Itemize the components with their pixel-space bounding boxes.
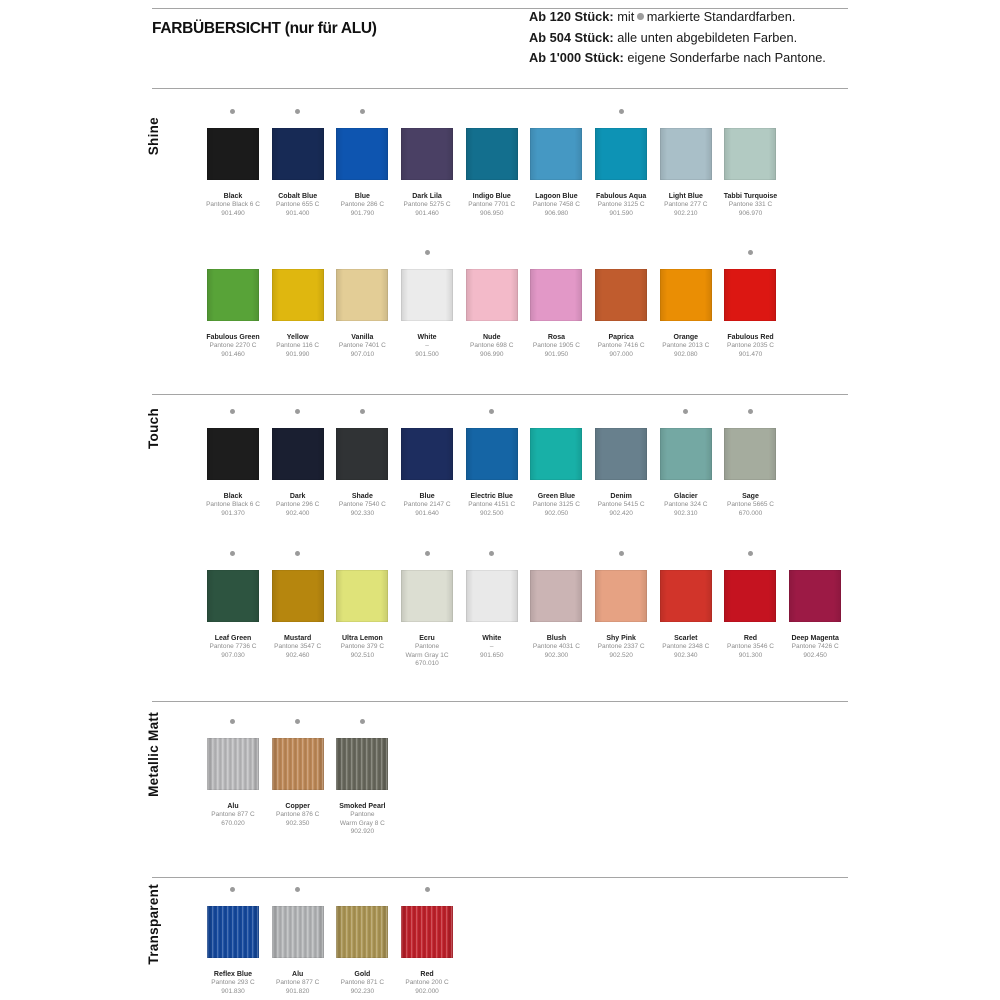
color-swatch-cell — [201, 409, 266, 518]
color-swatch — [401, 428, 453, 480]
color-swatch-cell — [653, 551, 718, 669]
color-code: 906.990 — [479, 350, 504, 358]
color-pantone: Pantone 7426 C — [791, 643, 839, 650]
standard-color-dot — [748, 409, 753, 414]
color-code: 901.590 — [609, 209, 633, 217]
color-swatch-cell — [589, 551, 654, 669]
standard-color-dot — [748, 551, 753, 556]
legend-line-1000-bold: Ab 1'000 Stück: — [529, 50, 624, 65]
color-name: Shade — [351, 493, 373, 500]
color-code: 901.650 — [479, 651, 504, 659]
color-code: 907.030 — [221, 651, 245, 659]
standard-color-dot — [489, 551, 494, 556]
color-swatch — [272, 906, 324, 958]
color-code: 901.950 — [544, 350, 569, 358]
color-name: Glacier — [673, 493, 698, 500]
color-pantone: Pantone 877 C — [275, 979, 320, 986]
color-pantone: Pantone 3546 C — [726, 643, 774, 650]
color-code: 902.230 — [350, 987, 375, 995]
color-swatch-cell — [653, 409, 718, 518]
color-code: 906.950 — [479, 209, 504, 217]
standard-color-dot — [230, 551, 235, 556]
color-swatch — [207, 570, 259, 622]
color-pantone: Pantone 2348 C — [662, 643, 710, 650]
standard-color-dot — [295, 409, 300, 414]
color-name: Deep Magenta — [791, 635, 839, 642]
color-name: Blue — [354, 193, 370, 200]
color-swatch — [466, 269, 518, 321]
color-name: Black — [223, 493, 243, 500]
color-swatch-cell — [524, 409, 589, 518]
color-swatch-cell — [330, 109, 395, 218]
color-pantone: – — [425, 342, 429, 349]
standard-color-dot — [230, 409, 235, 414]
color-swatch-cell — [459, 250, 524, 359]
color-pantone: Pantone 277 C — [664, 201, 708, 208]
color-swatch — [272, 128, 324, 180]
standard-color-dot — [619, 109, 624, 114]
color-swatch-cell — [330, 719, 395, 837]
color-pantone: Pantone 2013 C — [662, 342, 710, 349]
color-code: 902.340 — [674, 651, 698, 659]
color-swatch — [336, 570, 388, 622]
color-swatch — [207, 738, 259, 790]
color-swatch-cell — [395, 551, 460, 669]
color-swatch — [724, 428, 776, 480]
color-swatch-cell — [589, 250, 654, 359]
color-name: Orange — [673, 334, 699, 341]
color-name: Sage — [742, 493, 759, 500]
color-code: 902.500 — [479, 509, 504, 517]
color-pantone: Pantone 3125 C — [597, 201, 645, 208]
standard-color-dot — [425, 250, 430, 255]
section-transparent — [146, 877, 848, 1000]
color-swatch-cell — [524, 250, 589, 359]
color-pantone: Pantone 200 C — [405, 979, 449, 986]
color-code: 902.420 — [609, 509, 633, 517]
color-pantone: Pantone 331 C — [728, 201, 773, 208]
swatch-row — [201, 409, 783, 518]
legend-line-120-pre: mit — [617, 9, 635, 24]
color-pantone: Pantone 1905 C — [532, 342, 580, 349]
color-name: Tabbi Turquoise — [723, 193, 778, 200]
color-pantone: Pantone 871 C — [340, 979, 385, 986]
section-shine — [146, 88, 848, 395]
standard-color-dot — [425, 551, 430, 556]
color-code: 902.330 — [350, 509, 375, 517]
color-pantone: Pantone 5275 C — [403, 201, 451, 208]
color-name: Black — [223, 193, 243, 200]
color-pantone: Pantone 3547 C — [274, 643, 322, 650]
color-swatch-cell — [330, 409, 395, 518]
color-swatch-cell — [718, 551, 783, 669]
color-name: White — [417, 334, 437, 341]
color-code: 906.980 — [544, 209, 569, 217]
color-swatch — [401, 906, 453, 958]
color-pantone: Pantone 7701 C — [468, 201, 516, 208]
color-swatch — [272, 428, 324, 480]
color-code: 901.990 — [285, 350, 310, 358]
color-code: 901.490 — [221, 209, 245, 217]
color-pantone: Pantone 7736 C — [209, 643, 257, 650]
color-swatch-cell — [718, 250, 783, 359]
color-pantone: Pantone Black 6 C — [206, 201, 260, 208]
swatch-row — [201, 719, 395, 837]
color-name: Red — [743, 635, 758, 642]
color-pantone: Pantone 2337 C — [597, 643, 645, 650]
color-swatch-cell — [330, 551, 395, 669]
color-name: Lagoon Blue — [535, 193, 578, 200]
color-name: Fabulous Aqua — [595, 193, 647, 200]
color-swatch-cell — [395, 250, 460, 359]
color-swatch — [466, 428, 518, 480]
color-swatch-cell — [718, 409, 783, 518]
color-code: 901.400 — [285, 209, 310, 217]
color-name: Blush — [546, 635, 567, 642]
color-code: 670.010 — [415, 660, 439, 667]
section-label-shine: Shine — [146, 117, 161, 156]
color-swatch — [336, 269, 388, 321]
color-swatch-cell — [201, 719, 266, 837]
color-swatch-cell — [653, 109, 718, 218]
standard-color-dot-icon — [637, 13, 644, 20]
standard-color-dot — [295, 109, 300, 114]
color-code: 902.920 — [350, 828, 375, 835]
color-swatch-cell — [653, 250, 718, 359]
color-code: 902.450 — [803, 651, 827, 659]
color-pantone: Pantone 324 C — [664, 501, 708, 508]
color-swatch — [660, 570, 712, 622]
color-code: 901.460 — [415, 209, 439, 217]
color-code: 901.500 — [415, 350, 439, 358]
color-swatch — [595, 570, 647, 622]
legend-line-1000 — [529, 48, 826, 69]
standard-color-dot — [230, 109, 235, 114]
color-pantone: Pantone 7401 C — [338, 342, 386, 349]
color-code: 902.050 — [544, 509, 569, 517]
color-swatch — [401, 570, 453, 622]
color-swatch-cell — [395, 887, 460, 996]
color-swatch-cell — [330, 250, 395, 359]
color-swatch-cell — [783, 551, 848, 669]
color-code: 901.300 — [738, 651, 763, 659]
color-swatch — [530, 570, 582, 622]
color-swatch-cell — [201, 551, 266, 669]
color-code: 902.310 — [674, 509, 698, 517]
color-pantone: – — [489, 643, 494, 650]
color-pantone: Pantone 2270 C — [209, 342, 257, 349]
color-name: Mustard — [284, 635, 312, 642]
color-name: Alu — [227, 803, 239, 810]
legend-line-504-bold: Ab 504 Stück: — [529, 29, 614, 45]
color-swatch-cell — [265, 409, 330, 518]
section-label-metallic-matt: Metallic Matt — [146, 712, 161, 797]
standard-color-dot — [683, 409, 688, 414]
color-swatch-cell — [201, 109, 266, 218]
standard-color-dot — [295, 551, 300, 556]
color-swatch — [336, 128, 388, 180]
color-swatch — [595, 269, 647, 321]
color-pantone: Pantone 655 C — [275, 201, 320, 208]
color-code: 902.210 — [674, 209, 698, 217]
color-swatch-cell — [718, 109, 783, 218]
color-swatch-cell — [265, 719, 330, 837]
section-label-transparent: Transparent — [146, 884, 161, 965]
color-pantone: Pantone 7540 C — [338, 501, 386, 508]
color-swatch — [724, 269, 776, 321]
standard-color-dot — [230, 887, 235, 892]
color-swatch-cell — [265, 250, 330, 359]
color-name: Indigo Blue — [472, 193, 511, 200]
color-pantone: Pantone 296 C — [275, 501, 320, 508]
color-swatch — [789, 570, 841, 622]
color-code: 906.970 — [738, 209, 763, 217]
color-swatch-cell — [459, 551, 524, 669]
color-pantone: Pantone — [414, 643, 440, 650]
color-name: Green Blue — [537, 493, 576, 500]
color-name: Light Blue — [668, 193, 703, 200]
color-swatch — [595, 128, 647, 180]
color-swatch-cell — [589, 109, 654, 218]
color-code: 902.520 — [609, 651, 633, 659]
page-title: FARBÜBERSICHT (nur für ALU) — [152, 20, 377, 37]
color-name: Blue — [419, 493, 435, 500]
color-swatch — [401, 128, 453, 180]
color-name: Nude — [482, 334, 501, 341]
color-swatch — [336, 906, 388, 958]
legend-line-120 — [529, 7, 826, 28]
color-name: Yellow — [286, 334, 309, 341]
color-swatch — [336, 428, 388, 480]
legend-line-1000-text: eigene Sonderfarbe nach Pantone. — [627, 50, 826, 65]
color-name: Smoked Pearl — [339, 803, 386, 810]
color-swatch-cell — [459, 109, 524, 218]
color-pantone: Pantone — [350, 811, 375, 818]
color-swatch — [336, 738, 388, 790]
color-swatch — [595, 428, 647, 480]
color-swatch-cell — [201, 250, 266, 359]
color-swatch — [660, 269, 712, 321]
section-label-touch: Touch — [146, 408, 161, 449]
color-swatch — [207, 128, 259, 180]
color-swatch — [207, 906, 259, 958]
color-code: 901.640 — [415, 509, 439, 517]
color-code: 907.000 — [609, 350, 633, 358]
standard-color-dot — [619, 551, 624, 556]
color-swatch — [207, 428, 259, 480]
color-swatch-cell — [459, 409, 524, 518]
color-pantone: Pantone 293 C — [211, 979, 255, 986]
color-name: Dark Lila — [412, 193, 442, 200]
standard-color-dot — [360, 109, 365, 114]
color-swatch-cell — [265, 551, 330, 669]
color-swatch — [530, 128, 582, 180]
legend-line-504 — [529, 28, 826, 49]
color-code: 901.820 — [285, 987, 310, 995]
standard-color-dot — [748, 250, 753, 255]
color-swatch — [272, 570, 324, 622]
color-swatch-cell — [395, 409, 460, 518]
color-name: Leaf Green — [214, 635, 252, 642]
color-name: Gold — [354, 971, 371, 978]
swatch-row — [201, 250, 783, 359]
color-code: 902.400 — [285, 509, 310, 517]
color-name: Alu — [292, 971, 304, 978]
color-swatch-cell — [589, 409, 654, 518]
color-swatch — [724, 570, 776, 622]
color-code: 670.020 — [221, 819, 245, 827]
minimum-quantity-legend — [529, 7, 826, 69]
color-name: Electric Blue — [470, 493, 513, 500]
legend-line-504-text: alle unten abgebildeten Farben. — [617, 29, 798, 45]
color-name: Red — [420, 971, 434, 978]
color-pantone: Pantone 5415 C — [597, 501, 645, 508]
color-swatch — [466, 570, 518, 622]
standard-color-dot — [360, 719, 365, 724]
color-code: 907.010 — [350, 350, 375, 358]
color-code: 902.460 — [285, 651, 310, 659]
swatch-row — [201, 887, 460, 996]
color-name: Fabulous Green — [206, 334, 260, 341]
standard-color-dot — [360, 409, 365, 414]
color-pantone: Pantone 2147 C — [403, 501, 451, 508]
color-swatch — [530, 269, 582, 321]
color-name: Ultra Lemon — [341, 635, 383, 642]
color-swatch-cell — [265, 109, 330, 218]
color-pantone-line2: Warm Gray 1C — [405, 651, 449, 659]
color-name: Shy Pink — [606, 635, 636, 642]
color-code: 901.470 — [738, 350, 763, 358]
color-name: Copper — [285, 803, 310, 810]
color-pantone: Pantone 286 C — [340, 201, 385, 208]
color-name: Ecru — [419, 635, 435, 642]
color-name: White — [482, 635, 502, 642]
standard-color-dot — [230, 719, 235, 724]
color-code: 902.080 — [674, 350, 698, 358]
color-name: Paprica — [608, 334, 634, 341]
swatch-row — [201, 109, 783, 218]
color-swatch — [272, 738, 324, 790]
color-swatch — [401, 269, 453, 321]
color-code: 901.460 — [221, 350, 245, 358]
color-pantone: Pantone 116 C — [276, 342, 320, 349]
standard-color-dot — [295, 719, 300, 724]
color-swatch — [724, 128, 776, 180]
color-swatch — [660, 128, 712, 180]
color-code: 901.830 — [221, 987, 245, 995]
color-swatch — [466, 128, 518, 180]
color-swatch-cell — [201, 887, 266, 996]
color-pantone: Pantone 7416 C — [597, 342, 645, 349]
legend-line-120-post: markierte Standardfarben. — [646, 9, 796, 24]
color-code: 902.000 — [415, 987, 439, 995]
color-swatch-cell — [524, 551, 589, 669]
color-pantone: Pantone Black 6 C — [206, 501, 260, 508]
section-metallic-matt — [146, 701, 848, 878]
color-swatch — [272, 269, 324, 321]
legend-line-120-bold: Ab 120 Stück: — [529, 9, 614, 24]
color-name: Cobalt Blue — [278, 193, 318, 200]
color-swatch-cell — [330, 887, 395, 996]
color-pantone: Pantone 876 C — [275, 811, 320, 818]
color-name: Fabulous Red — [727, 334, 774, 341]
color-code: 670.000 — [738, 509, 763, 517]
color-pantone: Pantone 4031 C — [532, 643, 580, 650]
color-code: 902.510 — [350, 651, 375, 659]
color-pantone: Pantone 4151 C — [468, 501, 516, 508]
color-code: 901.370 — [221, 509, 245, 517]
color-name: Dark — [289, 493, 306, 500]
color-name: Reflex Blue — [213, 971, 253, 978]
color-name: Scarlet — [674, 635, 698, 642]
color-pantone-line2: Warm Gray 8 C — [339, 819, 385, 827]
standard-color-dot — [489, 409, 494, 414]
color-pantone: Pantone 5665 C — [726, 501, 774, 508]
color-name: Vanilla — [351, 334, 374, 341]
color-swatch — [207, 269, 259, 321]
color-name: Denim — [610, 493, 632, 500]
color-swatch-cell — [524, 109, 589, 218]
color-code: 901.790 — [350, 209, 375, 217]
color-name: Rosa — [547, 334, 565, 341]
color-pantone: Pantone 3125 C — [532, 501, 580, 508]
standard-color-dot — [295, 887, 300, 892]
color-pantone: Pantone 877 C — [211, 811, 255, 818]
color-code: 902.300 — [544, 651, 569, 659]
color-pantone: Pantone 379 C — [340, 643, 385, 650]
standard-color-dot — [425, 887, 430, 892]
color-pantone: Pantone 7458 C — [532, 201, 580, 208]
color-swatch — [660, 428, 712, 480]
color-pantone: Pantone 698 C — [470, 342, 514, 349]
color-swatch — [530, 428, 582, 480]
section-touch — [146, 394, 848, 702]
color-swatch-cell — [395, 109, 460, 218]
color-swatch-cell — [265, 887, 330, 996]
color-code: 902.350 — [285, 819, 310, 827]
swatch-row — [201, 551, 848, 669]
color-pantone: Pantone 2035 C — [726, 342, 774, 349]
